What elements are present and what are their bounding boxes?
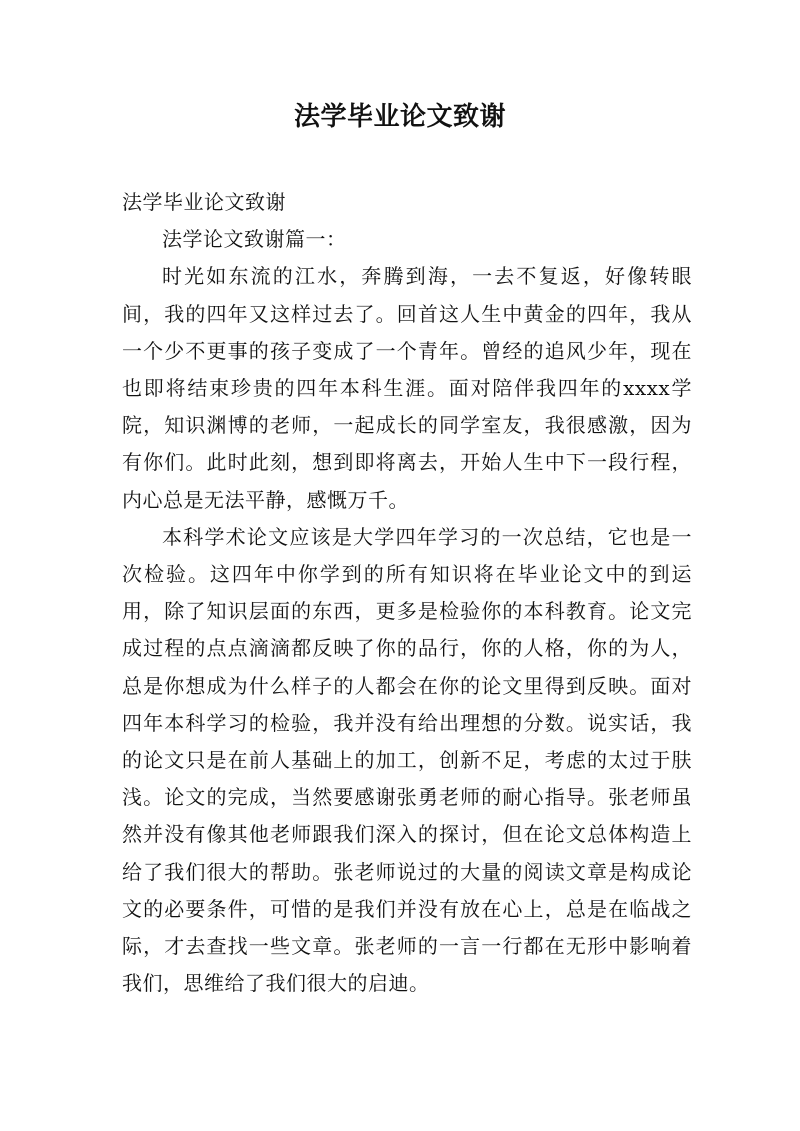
body-paragraph: 本科学术论文应该是大学四年学习的一次总结，它也是一次检验。这四年中你学到的所有知识将在毕业论文中的到运用，除了知识层面的东西，更多是检验你的本科教育。论文完成过程的点点滴滴都反映了你的品行，你的人格，你的为人，总是你想成为什么样子的人都会在你的论文里得到反映。面对四年本科学习的检验，我并没有给出理想的分数。说实话，我的论文只是在前人基础上的加工，创新不足，考虑的太过于肤浅。论文的完成，当然要感谢张勇老师的耐心指导。张老师虽然并没有像其他老师跟我们深入的探讨，但在论文总体构造上给了我们很大的帮助。张老师说过的大量的阅读文章是构成论文的必要条件，可惜的是我们并没有放在心上，总是在临战之际，才去查找一些文章。张老师的一言一行都在无形中影响着我们，思维给了我们很大的启迪。: [122, 524, 692, 996]
subsection-heading: 法学论文致谢篇一：: [162, 227, 347, 252]
section-title: 法学毕业论文致谢: [122, 190, 286, 214]
page-title: 法学毕业论文致谢: [293, 102, 506, 132]
document-body: [122, 184, 692, 1002]
body-paragraph: 时光如东流的江水，奔腾到海，一去不复返，好像转眼间，我的四年又这样过去了。回首这人生中黄金的四年，我从一个少不更事的孩子变成了一个青年。曾经的追风少年，现在也即将结束珍贵的四年本科生涯。面对陪伴我四年的xxxx学院，知识渊博的老师，一起成长的同学室友，我很感激，因为有你们。此时此刻，想到即将离去，开始人生中下一段行程，内心总是无法平静，感慨万千。: [122, 264, 692, 512]
